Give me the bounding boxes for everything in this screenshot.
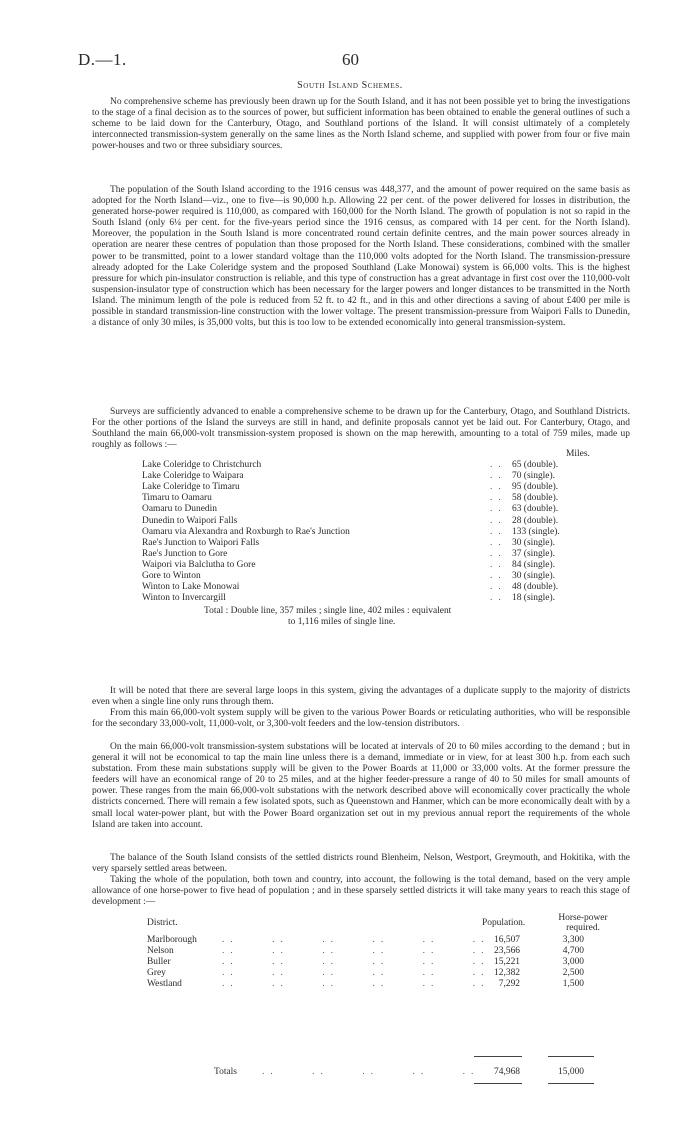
transmission-lines-table [0,449,700,604]
route-name: Lake Coleridge to Waipara [142,471,244,482]
district-horse-power: 1,500 [562,979,584,990]
district-population: 7,292 [498,979,520,990]
population-sum-rule [474,1056,522,1057]
table-row [0,946,700,957]
leader-dots: .. [490,493,507,504]
route-miles: 65 (double). [512,460,559,471]
horse-power-column-header: Horse-power [558,913,608,923]
leader-dots: .. [490,593,507,604]
route-name: Lake Coleridge to Christchurch [142,460,262,471]
table-row [0,1067,700,1078]
leader-dots: .. [490,559,507,570]
leader-dots: .. [490,515,507,526]
route-name: Winton to Lake Monowai [142,582,240,593]
route-miles: 30 (single). [512,537,555,548]
route-miles: 37 (single). [512,548,555,559]
horse-power-column-header-required: required. [566,923,600,933]
paragraph-intro: No comprehensive scheme has previously been drawn up for the South Island, and it has not been possible yet to bring the investigations to the stage of a final decision as to the sources of power, but sufficient information has been obtained to enable the general outlines of such a scheme to be laid down for the Canterbury, Otago, and Southland portions of the Island. It will consist ultimately of a completely interconnected transmission-system generally on the same lines as the North Island scheme, and supplied with power from four or five main power-houses and two or three subsidiary sources. [92,97,630,152]
route-miles: 30 (single). [512,571,555,582]
route-name: Dunedin to Waipori Falls [142,515,238,526]
district-population: 15,221 [494,957,520,968]
paragraph-population: The population of the South Island according to the 1916 census was 448,377, and the amount of power required on the same basis as adopted for the North Island—viz., one to five—is 90,000 h.p. Allowing 22 per cent. of the power delivered for losses in distribution, the generated horse-power required is 110,000, as compared with 160,000 for the North Island. The growth of population is not so rapid in the South Island (only 6¼ per cent. for the five-years period since the 1916 census, as compared with 14 per cent. for the North Island). Moreover, the population in the South Island is more concentrated round certain definite centres, and the main power sources already in operation are nearer these centres of population than those proposed for the North Island. These considerations, combined with the smaller power to be transmitted, point to a lower standard voltage than the 110,000 volts adopted for the North Island. The transmission-pressure already adopted for the Lake Coleridge system and the proposed Southland (Lake Monowai) system is 66,000 volts. This is the highest pressure for which pin-insulator construction is reliable, and this type of construction has a great advantage in first cost over the 110,000-volt suspension-insulator type of construction which has been necessary for the larger powers and longer distances to be transmitted in the North Island. The minimum length of the pole is reduced from 52 ft. to 42 ft., and in this and other directions a saving of about £400 per mile is possible in standard transmission-line construction with the lower voltage. The present transmission-pressure from Waipori Falls to Dunedin, a distance of only 30 miles, is 35,000 volts, but this is too low to be extended economically into general transmission-system. [92,185,630,329]
table-row [0,482,700,493]
page-number: 60 [342,50,359,69]
district-population: 23,566 [494,946,520,957]
leader-dots: .. .. .. .. .. .. [222,946,490,957]
route-miles: 18 (single). [512,593,555,604]
total-horse-power: 15,000 [558,1067,584,1077]
leader-dots: .. .. .. .. .. .. [222,968,490,979]
paragraph-substations: On the main 66,000-volt transmission-system substations will be located at intervals of 20 to 60 miles according to the demand ; but in general it will not be economical to tap the main line unless there is a demand, immediate or in view, for at least 300 h.p. from each such substation. From these main substations supply will be given to the Power Boards at 11,000 or 33,000 volts. At the former pressure the feeders will have an economical range of 20 to 25 miles, and at the higher feeder-pressure a range of 40 to 50 miles for small amounts of power. These ranges from the main 66,000-volt substations with the network described above will economically cover practically the whole districts concerned. There will remain a few isolated spots, such as Queenstown and Hanmer, which can be more economically dealt with by a small local water-power plant, but with the Power Board organization set out in my previous annual report the requirements of the whole Island are taken into account. [92,742,630,830]
totals-label: Totals [214,1067,237,1077]
table-row [0,527,700,538]
leader-dots: .. .. .. .. .. .. [222,979,490,990]
table-row [0,549,700,560]
route-miles: 48 (double). [512,582,559,593]
table-row [0,504,700,515]
district-name: Nelson [147,946,174,957]
leader-dots: .. .. .. .. .. .. [222,935,490,945]
table-row [0,471,700,482]
route-name: Oamaru via Alexandra and Roxburgh to Rae's Junction [142,526,350,537]
table-header-row [0,449,700,460]
paragraph-surveys: Surveys are sufficiently advanced to enable a comprehensive scheme to be drawn up for the Canterbury, Otago, and Southland Districts. For the other portions of the Island the surveys are still in hand, and definite proposals cannot yet be laid out. For Canterbury, Otago, and Southland the main 66,000-volt transmission-system proposed is shown on the map herewith, amounting to a total of 759 miles, made up roughly as follows :— [92,407,630,451]
route-name: Rae's Junction to Waipori Falls [142,537,260,548]
table-row [0,516,700,527]
leader-dots: .. [490,504,507,515]
lines-total-equivalent: to 1,116 miles of single line. [288,617,396,627]
route-miles: 70 (single). [512,471,555,482]
district-population: 12,382 [494,968,520,979]
leader-dots: .. [490,582,507,593]
table-row [0,593,700,604]
district-demand-table [0,913,700,990]
paragraph-power-boards: From this main 66,000-volt system supply will be given to the various Power Boards or reticulating authorities, who will be responsible for the secondary 33,000-volt, 11,000-volt, or 3,300-volt feeders and the low-tension distributors. [92,708,630,730]
table-row [0,560,700,571]
route-name: Waipori via Balclutha to Gore [142,559,256,570]
table-row [0,460,700,471]
district-name: Westland [147,979,182,990]
table-row [0,538,700,549]
district-horse-power: 3,300 [562,935,584,945]
leader-dots: .. [490,471,507,482]
table-row [0,979,700,990]
horse-power-sum-rule [548,1056,594,1057]
leader-dots: .. [490,571,507,582]
route-name: Timaru to Oamaru [142,493,212,504]
route-miles: 133 (single). [512,526,560,537]
district-column-header: District. [147,918,178,928]
table-header-row [0,913,700,935]
leader-dots: .. [490,460,507,471]
paragraph-balance: The balance of the South Island consists of the settled districts round Blenheim, Nelson, Westport, Greymouth, and Hokitika, with the very sparsely settled areas between. [92,853,630,875]
district-horse-power: 3,000 [562,957,584,968]
route-name: Lake Coleridge to Timaru [142,482,240,493]
section-title: South Island Schemes. [297,80,403,91]
leader-dots: .. .. .. .. .. [262,1067,480,1077]
leader-dots: .. [490,537,507,548]
route-miles: 84 (single). [512,559,555,570]
table-row [0,493,700,504]
population-total-rule [474,1083,522,1084]
district-totals-row [0,1067,700,1078]
table-row [0,571,700,582]
district-name: Buller [147,957,171,968]
table-row [0,957,700,968]
miles-column-header: Miles. [566,449,590,459]
paragraph-demand: Taking the whole of the population, both town and country, into account, the following is the total demand, based on the very ample allowance of one horse-power to five head of population ; and in these sparsely settled districts it will take many years to reach this stage of development :— [92,875,630,908]
district-name: Grey [147,968,166,979]
district-horse-power: 4,700 [562,946,584,957]
route-miles: 63 (double). [512,504,559,515]
horse-power-total-rule [548,1083,594,1084]
route-name: Gore to Winton [142,571,201,582]
paragraph-loops: It will be noted that there are several large loops in this system, giving the advantages of a duplicate supply to the majority of districts even when a single line only runs through them. [92,686,630,708]
leader-dots: .. [490,482,507,493]
route-miles: 95 (double). [512,482,559,493]
route-miles: 58 (double). [512,493,559,504]
document-reference: D.—1. [78,50,127,69]
leader-dots: .. [490,526,507,537]
route-name: Winton to Invercargill [142,593,226,604]
district-name: Marlborough [147,935,197,945]
table-row [0,582,700,593]
district-population: 16,507 [494,935,520,945]
table-row [0,935,700,946]
lines-total: Total : Double line, 357 miles ; single line, 402 miles : equivalent [204,606,452,616]
table-row [0,968,700,979]
district-horse-power: 2,500 [562,968,584,979]
route-miles: 28 (double). [512,515,559,526]
leader-dots: .. [490,548,507,559]
total-population: 74,968 [494,1067,520,1077]
leader-dots: .. .. .. .. .. .. [222,957,490,968]
population-column-header: Population. [482,918,526,928]
route-name: Oamaru to Dunedin [142,504,217,515]
route-name: Rae's Junction to Gore [142,548,228,559]
